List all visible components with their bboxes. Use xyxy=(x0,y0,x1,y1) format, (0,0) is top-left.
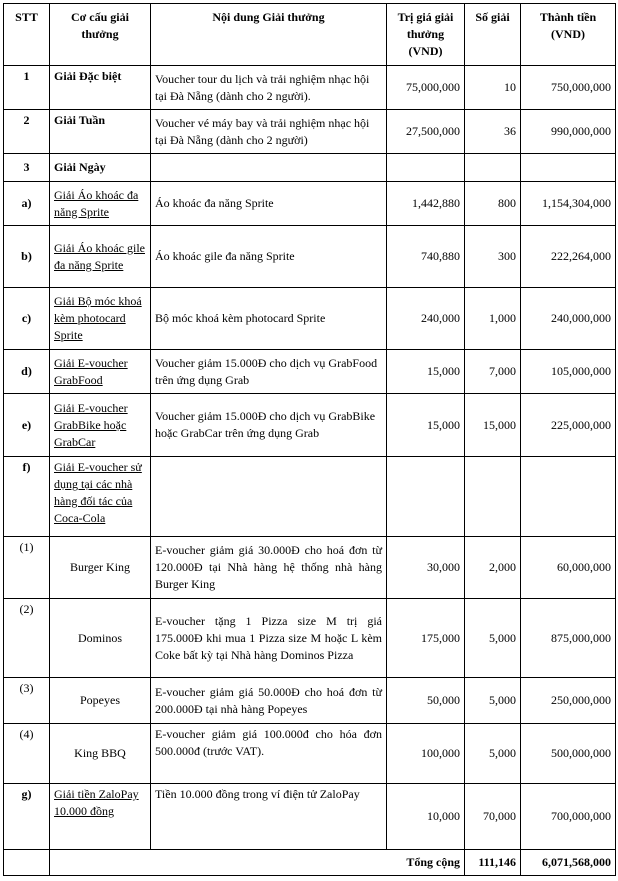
row-name: Burger King xyxy=(50,537,151,599)
row-total xyxy=(521,457,616,537)
row-count: 5,000 xyxy=(465,599,521,678)
row-value: 175,000 xyxy=(387,599,465,678)
row-content: E-voucher tặng 1 Pizza size M trị giá 175.000Đ khi mua 1 Pizza size M hoặc L kèm Coke bất kỳ tại Nhà hàng Dominos Pizza xyxy=(151,599,387,678)
table-row xyxy=(4,226,616,288)
row-name: Giải E-voucher GrabBike hoặc GrabCar xyxy=(50,394,151,457)
row-content: Áo khoác gile đa năng Sprite xyxy=(151,226,387,288)
header-row xyxy=(4,4,616,66)
row-value: 100,000 xyxy=(387,724,465,784)
total-label: Tổng cộng xyxy=(50,850,465,876)
row-stt: g) xyxy=(4,784,50,850)
row-name: Giải Bộ móc khoá kèm photocard Sprite xyxy=(50,288,151,350)
row-name: Giải Đặc biệt xyxy=(50,66,151,110)
row-value: 10,000 xyxy=(387,784,465,850)
row-count xyxy=(465,154,521,182)
row-name: Giải E-voucher GrabFood xyxy=(50,350,151,394)
row-total: 500,000,000 xyxy=(521,724,616,784)
table-row xyxy=(4,724,616,784)
table-row xyxy=(4,537,616,599)
row-stt: (3) xyxy=(4,678,50,724)
row-value: 50,000 xyxy=(387,678,465,724)
total-amount: 6,071,568,000 xyxy=(521,850,616,876)
row-count: 1,000 xyxy=(465,288,521,350)
row-total: 990,000,000 xyxy=(521,110,616,154)
row-value: 15,000 xyxy=(387,394,465,457)
row-value xyxy=(387,457,465,537)
row-stt: (1) xyxy=(4,537,50,599)
row-total: 105,000,000 xyxy=(521,350,616,394)
row-value: 740,880 xyxy=(387,226,465,288)
row-total: 222,264,000 xyxy=(521,226,616,288)
row-content: Tiền 10.000 đồng trong ví điện tử ZaloPay xyxy=(151,784,387,850)
row-count xyxy=(465,457,521,537)
row-total: 700,000,000 xyxy=(521,784,616,850)
header-content: Nội dung Giải thưởng xyxy=(151,4,387,66)
row-total: 240,000,000 xyxy=(521,288,616,350)
prize-table xyxy=(3,3,616,876)
row-stt: 3 xyxy=(4,154,50,182)
row-total: 1,154,304,000 xyxy=(521,182,616,226)
row-total: 225,000,000 xyxy=(521,394,616,457)
row-value xyxy=(387,154,465,182)
total-empty-cell xyxy=(4,850,50,876)
row-name: King BBQ xyxy=(50,724,151,784)
table-row xyxy=(4,784,616,850)
row-value: 27,500,000 xyxy=(387,110,465,154)
total-count: 111,146 xyxy=(465,850,521,876)
row-count: 300 xyxy=(465,226,521,288)
row-total xyxy=(521,154,616,182)
row-stt: e) xyxy=(4,394,50,457)
row-content: Áo khoác đa năng Sprite xyxy=(151,182,387,226)
row-stt: 2 xyxy=(4,110,50,154)
table-row xyxy=(4,110,616,154)
table-row xyxy=(4,182,616,226)
row-total: 250,000,000 xyxy=(521,678,616,724)
row-count: 36 xyxy=(465,110,521,154)
table-row xyxy=(4,599,616,678)
row-content xyxy=(151,457,387,537)
row-count: 5,000 xyxy=(465,724,521,784)
table-row xyxy=(4,288,616,350)
header-value: Trị giá giải thưởng (VND) xyxy=(387,4,465,66)
table-row xyxy=(4,457,616,537)
row-content: E-voucher giảm giá 30.000Đ cho hoá đơn từ 120.000Đ tại Nhà hàng hệ thống nhà hàng Burger King xyxy=(151,537,387,599)
table-row xyxy=(4,350,616,394)
table-row xyxy=(4,678,616,724)
row-count: 7,000 xyxy=(465,350,521,394)
row-count: 800 xyxy=(465,182,521,226)
row-name: Giải Áo khoác đa năng Sprite xyxy=(50,182,151,226)
row-content: E-voucher giảm giá 100.000đ cho hóa đơn 500.000đ (trước VAT). xyxy=(151,724,387,784)
row-stt: d) xyxy=(4,350,50,394)
row-value: 240,000 xyxy=(387,288,465,350)
header-count: Số giải xyxy=(465,4,521,66)
header-stt: STT xyxy=(4,4,50,66)
row-stt: (4) xyxy=(4,724,50,784)
header-total: Thành tiền (VND) xyxy=(521,4,616,66)
row-name: Giải Tuần xyxy=(50,110,151,154)
row-content: Bộ móc khoá kèm photocard Sprite xyxy=(151,288,387,350)
row-value: 15,000 xyxy=(387,350,465,394)
row-value: 1,442,880 xyxy=(387,182,465,226)
row-content xyxy=(151,154,387,182)
row-count: 15,000 xyxy=(465,394,521,457)
row-stt: 1 xyxy=(4,66,50,110)
row-count: 5,000 xyxy=(465,678,521,724)
row-content: E-voucher giảm giá 50.000Đ cho hoá đơn từ 200.000Đ tại nhà hàng Popeyes xyxy=(151,678,387,724)
row-name: Giải Ngày xyxy=(50,154,151,182)
total-row xyxy=(4,850,616,876)
row-total: 750,000,000 xyxy=(521,66,616,110)
row-total: 60,000,000 xyxy=(521,537,616,599)
row-count: 10 xyxy=(465,66,521,110)
row-count: 2,000 xyxy=(465,537,521,599)
row-count: 70,000 xyxy=(465,784,521,850)
row-name: Popeyes xyxy=(50,678,151,724)
row-content: Voucher giảm 15.000Đ cho dịch vụ GrabFood trên ứng dụng Grab xyxy=(151,350,387,394)
row-content: Voucher vé máy bay và trải nghiệm nhạc hội tại Đà Nẵng (dành cho 2 người) xyxy=(151,110,387,154)
row-total: 875,000,000 xyxy=(521,599,616,678)
table-row xyxy=(4,154,616,182)
row-value: 75,000,000 xyxy=(387,66,465,110)
table-row xyxy=(4,66,616,110)
row-name: Dominos xyxy=(50,599,151,678)
row-content: Voucher tour du lịch và trải nghiệm nhạc hội tại Đà Nẵng (dành cho 2 người). xyxy=(151,66,387,110)
row-value: 30,000 xyxy=(387,537,465,599)
row-stt: a) xyxy=(4,182,50,226)
table-row xyxy=(4,394,616,457)
row-stt: f) xyxy=(4,457,50,537)
row-name: Giải tiền ZaloPay 10.000 đồng xyxy=(50,784,151,850)
row-name: Giải E-voucher sử dụng tại các nhà hàng đối tác của Coca-Cola xyxy=(50,457,151,537)
row-content: Voucher giảm 15.000Đ cho dịch vụ GrabBike hoặc GrabCar trên ứng dụng Grab xyxy=(151,394,387,457)
header-structure: Cơ cấu giải thưởng xyxy=(50,4,151,66)
row-name: Giải Áo khoác gile đa năng Sprite xyxy=(50,226,151,288)
row-stt: b) xyxy=(4,226,50,288)
row-stt: c) xyxy=(4,288,50,350)
row-stt: (2) xyxy=(4,599,50,678)
